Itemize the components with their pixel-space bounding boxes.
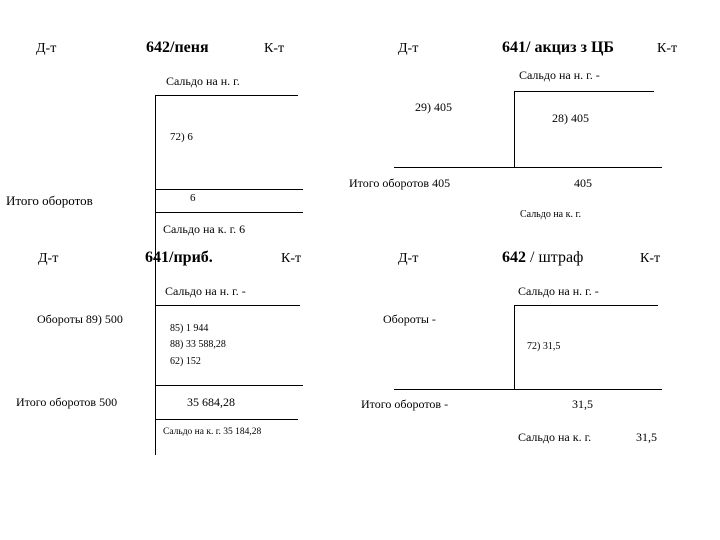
credit-label: К-т <box>264 41 285 56</box>
credit-entry: 62) 152 <box>170 356 201 367</box>
credit-label: К-т <box>281 251 302 266</box>
account-title-sub: / штраф <box>526 249 584 266</box>
account-title: 641/ акциз з ЦБ <box>502 39 614 56</box>
credit-label: К-т <box>640 251 661 266</box>
account-title-main: 642 <box>502 249 526 266</box>
turnover-credit: 6 <box>190 192 196 204</box>
credit-entry: 88) 33 588,28 <box>170 339 226 350</box>
closing-balance: Сальдо на к. г. 35 184,28 <box>163 427 262 437</box>
credit-label: К-т <box>657 41 678 56</box>
credit-entry: 72) 31,5 <box>527 341 561 352</box>
closing-balance-value: 31,5 <box>636 430 657 444</box>
header-line <box>514 91 654 92</box>
closing-balance: Сальдо на к. г. <box>520 209 581 220</box>
header-line <box>155 95 298 96</box>
closing-balance-label: Сальдо на к. г. <box>518 430 592 444</box>
turnover-line <box>394 389 662 390</box>
account-title <box>502 250 583 266</box>
debit-entry: 29) 405 <box>415 100 452 114</box>
debit-entry: Обороты - <box>383 312 436 326</box>
turnover-credit: 31,5 <box>572 397 593 411</box>
turnover-label: Итого оборотов 500 <box>16 395 118 409</box>
header-line <box>155 305 300 306</box>
header-line <box>514 305 658 306</box>
account-title: 642/пеня <box>146 39 209 56</box>
debit-entry: Обороты 89) 500 <box>37 312 123 326</box>
turnover-credit: 405 <box>574 176 592 190</box>
closing-line <box>155 419 298 420</box>
debit-label: Д-т <box>398 251 419 266</box>
turnover-label: Итого оборотов 405 <box>349 176 451 190</box>
debit-label: Д-т <box>36 41 57 56</box>
closing-line <box>155 212 303 213</box>
turnover-label: Итого оборотов - <box>361 397 449 411</box>
opening-balance: Сальдо на н. г. <box>166 74 240 88</box>
turnover-label: Итого оборотов <box>6 193 93 208</box>
credit-entry: 72) 6 <box>170 131 193 143</box>
debit-label: Д-т <box>38 251 59 266</box>
debit-label: Д-т <box>398 41 419 56</box>
credit-entry: 28) 405 <box>552 111 589 125</box>
opening-balance: Сальдо на н. г. - <box>165 284 246 298</box>
t-account-divider <box>514 91 515 168</box>
opening-balance: Сальдо на н. г. - <box>518 284 599 298</box>
credit-entry: 85) 1 944 <box>170 323 209 334</box>
t-account-divider <box>155 95 156 455</box>
t-account-divider <box>514 305 515 390</box>
turnover-line <box>155 189 303 190</box>
turnover-line <box>155 385 303 386</box>
opening-balance: Сальдо на н. г. - <box>519 68 600 82</box>
account-title: 641/приб. <box>145 249 213 266</box>
closing-balance: Сальдо на к. г. 6 <box>163 222 246 236</box>
turnover-credit: 35 684,28 <box>187 395 235 409</box>
turnover-line <box>394 167 662 168</box>
